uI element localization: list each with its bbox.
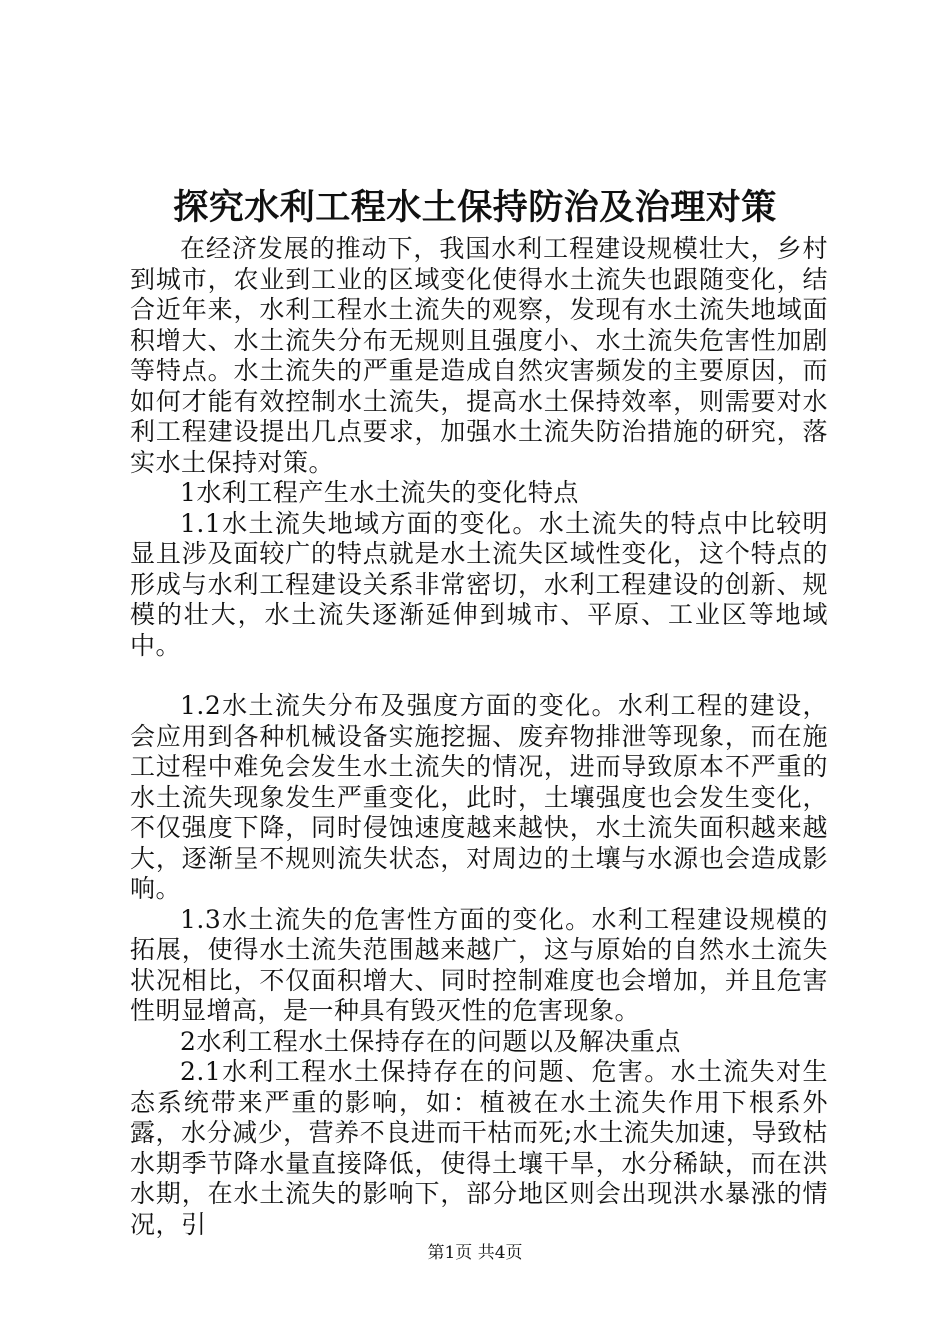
document-body [130, 234, 828, 1240]
page-footer: 第1页 共4页 [427, 1243, 523, 1263]
paragraph-1-2: 1.2水土流失分布及强度方面的变化。水利工程的建设，会应用到各种机械设备实施挖掘、废弃物排泄等现象，而在施工过程中难免会发生水土流失的情况，进而导致原本不严重的水土流失现象发生严重变化，此时，土壤强度也会发生变化，不仅强度下降，同时侵蚀速度越来越快，水土流失面积越来越大，逐渐呈不规则流失状态，对周边的土壤与水源也会造成影响。 [130, 691, 828, 903]
document-title: 探究水利工程水土保持防治及治理对策 [173, 187, 777, 228]
section-heading-2: 2水利工程水土保持存在的问题以及解决重点 [180, 1026, 681, 1056]
paragraph-2-1: 2.1水利工程水土保持存在的问题、危害。水土流失对生态系统带来严重的影响，如：植被在水土流失作用下根系外露，水分减少，营养不良进而干枯而死;水土流失加速，导致枯水期季节降水量直接降低，使得土壤干旱，水分稀缺，而在洪水期，在水土流失的影响下，部分地区则会出现洪水暴涨的情况，引 [130, 1057, 828, 1239]
section-heading-1: 1水利工程产生水土流失的变化特点 [180, 478, 579, 507]
paragraph-1-1: 1.1水土流失地域方面的变化。水土流失的特点中比较明显且涉及面较广的特点就是水土流失区域性变化，这个特点的形成与水利工程建设关系非常密切，水利工程建设的创新、规模的壮大，水土流失逐渐延伸到城市、平原、工业区等地域中。 [130, 508, 828, 660]
paragraph-intro: 在经济发展的推动下，我国水利工程建设规模壮大，乡村到城市，农业到工业的区域变化使得水土流失也跟随变化，结合近年来，水利工程水土流失的观察，发现有水土流失地域面积增大、水土流失分布无规则且强度小、水土流失危害性加剧等特点。水土流失的严重是造成自然灾害频发的主要原因，而如何才能有效控制水土流失，提高水土保持效率，则需要对水利工程建设提出几点要求，加强水土流失防治措施的研究，落实水土保持对策。 [130, 234, 828, 477]
paragraph-1-3: 1.3水土流失的危害性方面的变化。水利工程建设规模的拓展，使得水土流失范围越来越广，这与原始的自然水土流失状况相比，不仅面积增大、同时控制难度也会增加，并且危害性明显增高，是一种具有毁灭性的危害现象。 [130, 904, 828, 1025]
